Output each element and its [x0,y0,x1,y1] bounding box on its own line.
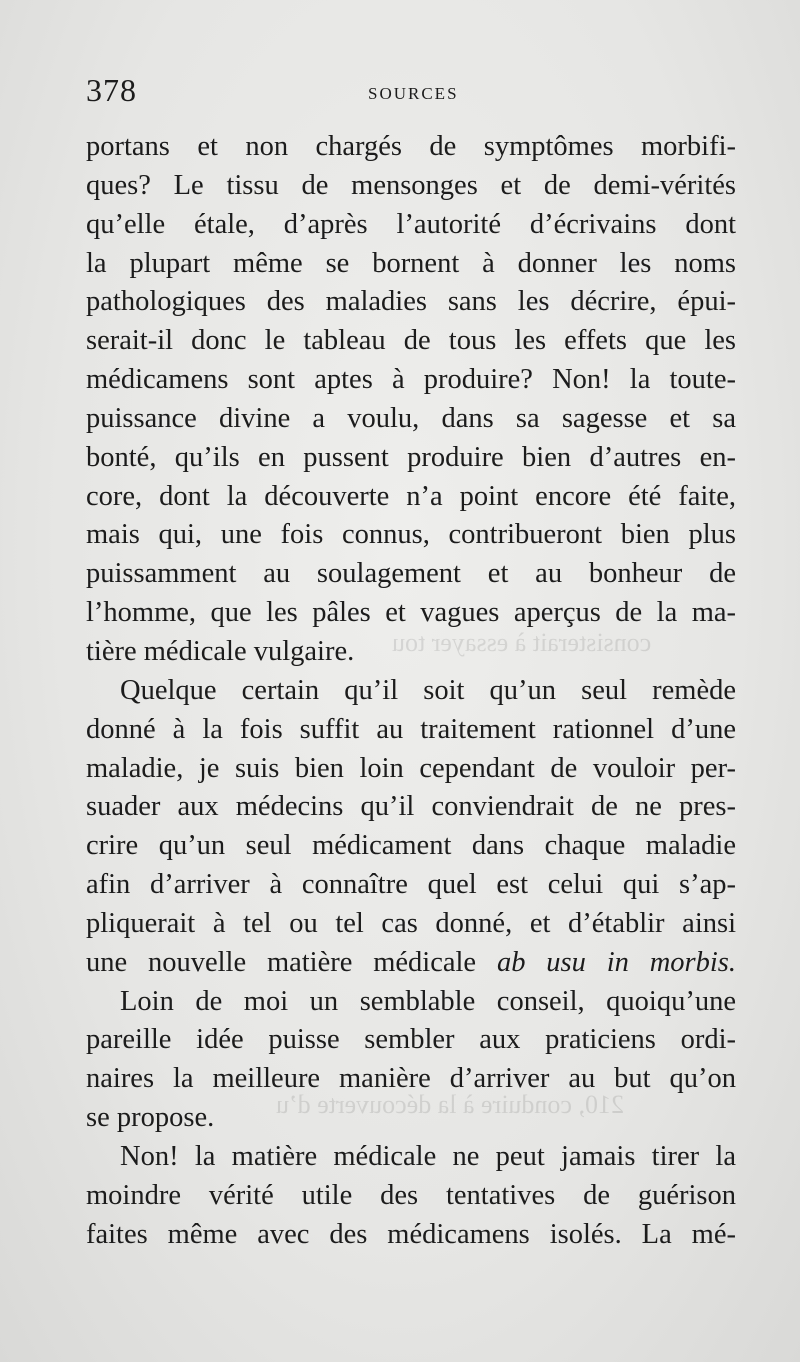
text-span: une nouvelle matière médicale [86,946,477,978]
bleed-through-text: consisterait à essayer tou [392,628,652,657]
text-line: donné à la fois suffit au traitement rationnel d’une [86,713,736,745]
text-line: Quelque certain qu’il soit qu’un seul remède [120,674,736,706]
text-line: médicamens sont aptes à produire? Non! la toute- [86,364,736,396]
text-line: puissance divine a voulu, dans sa sagesse et sa [86,402,736,434]
text-line: portans et non chargés de symptômes morbifi- [86,131,736,162]
text-line-with-italic [86,944,736,983]
running-title: SOURCES [368,84,459,103]
text-line: se propose. [86,1102,215,1134]
text-line: pareille idée puisse sembler aux praticiens ordi- [86,1024,736,1056]
text-line: mais qui, une fois connus, contribueront bien plus [86,519,736,551]
text-line: pliquerait à tel ou tel cas donné, et d’établir ainsi [86,907,736,939]
text-line: naires la meilleure manière d’arriver au but qu’on [86,1063,736,1095]
text-line: qu’elle étale, d’après l’autorité d’écrivains dont [86,208,736,240]
body-text [86,128,736,1254]
text-line: la plupart même se bornent à donner les noms [86,247,736,279]
text-line: l’homme, que les pâles et vagues aperçus de la ma- [86,597,736,629]
text-line: puissamment au soulagement et au bonheur de [86,558,736,590]
text-line: faites même avec des médicamens isolés. La mé- [86,1218,736,1250]
text-line: serait-il donc le tableau de tous les effets que les [86,325,736,357]
text-line: afin d’arriver à connaître quel est celui qui s’ap- [86,869,736,901]
text-line: tière médicale vulgaire. [86,635,355,667]
text-line: Non! la matière médicale ne peut jamais tirer la [120,1140,736,1172]
bleed-through-text: 210, conduire à la découverte d’u [276,1090,624,1119]
text-line: Loin de moi un semblable conseil, quoiqu’une [120,985,736,1017]
italic-phrase: ab usu in morbis. [496,946,737,978]
text-line: ques? Le tissu de mensonges et de demi-vérités [86,169,736,201]
text-line: pathologiques des maladies sans les décrire, épui- [86,286,736,318]
text-line: core, dont la découverte n’a point encore été faite, [86,480,736,512]
text-line: suader aux médecins qu’il conviendrait de ne pres- [86,791,736,823]
page-number: 378 [86,72,137,108]
text-line: moindre vérité utile des tentatives de guérison [86,1179,736,1211]
text-line: maladie, je suis bien loin cependant de vouloir per- [86,752,736,784]
text-line: bonté, qu’ils en pussent produire bien d’autres en- [86,441,736,473]
text-line: crire qu’un seul médicament dans chaque maladie [86,830,736,862]
running-head [86,72,736,112]
